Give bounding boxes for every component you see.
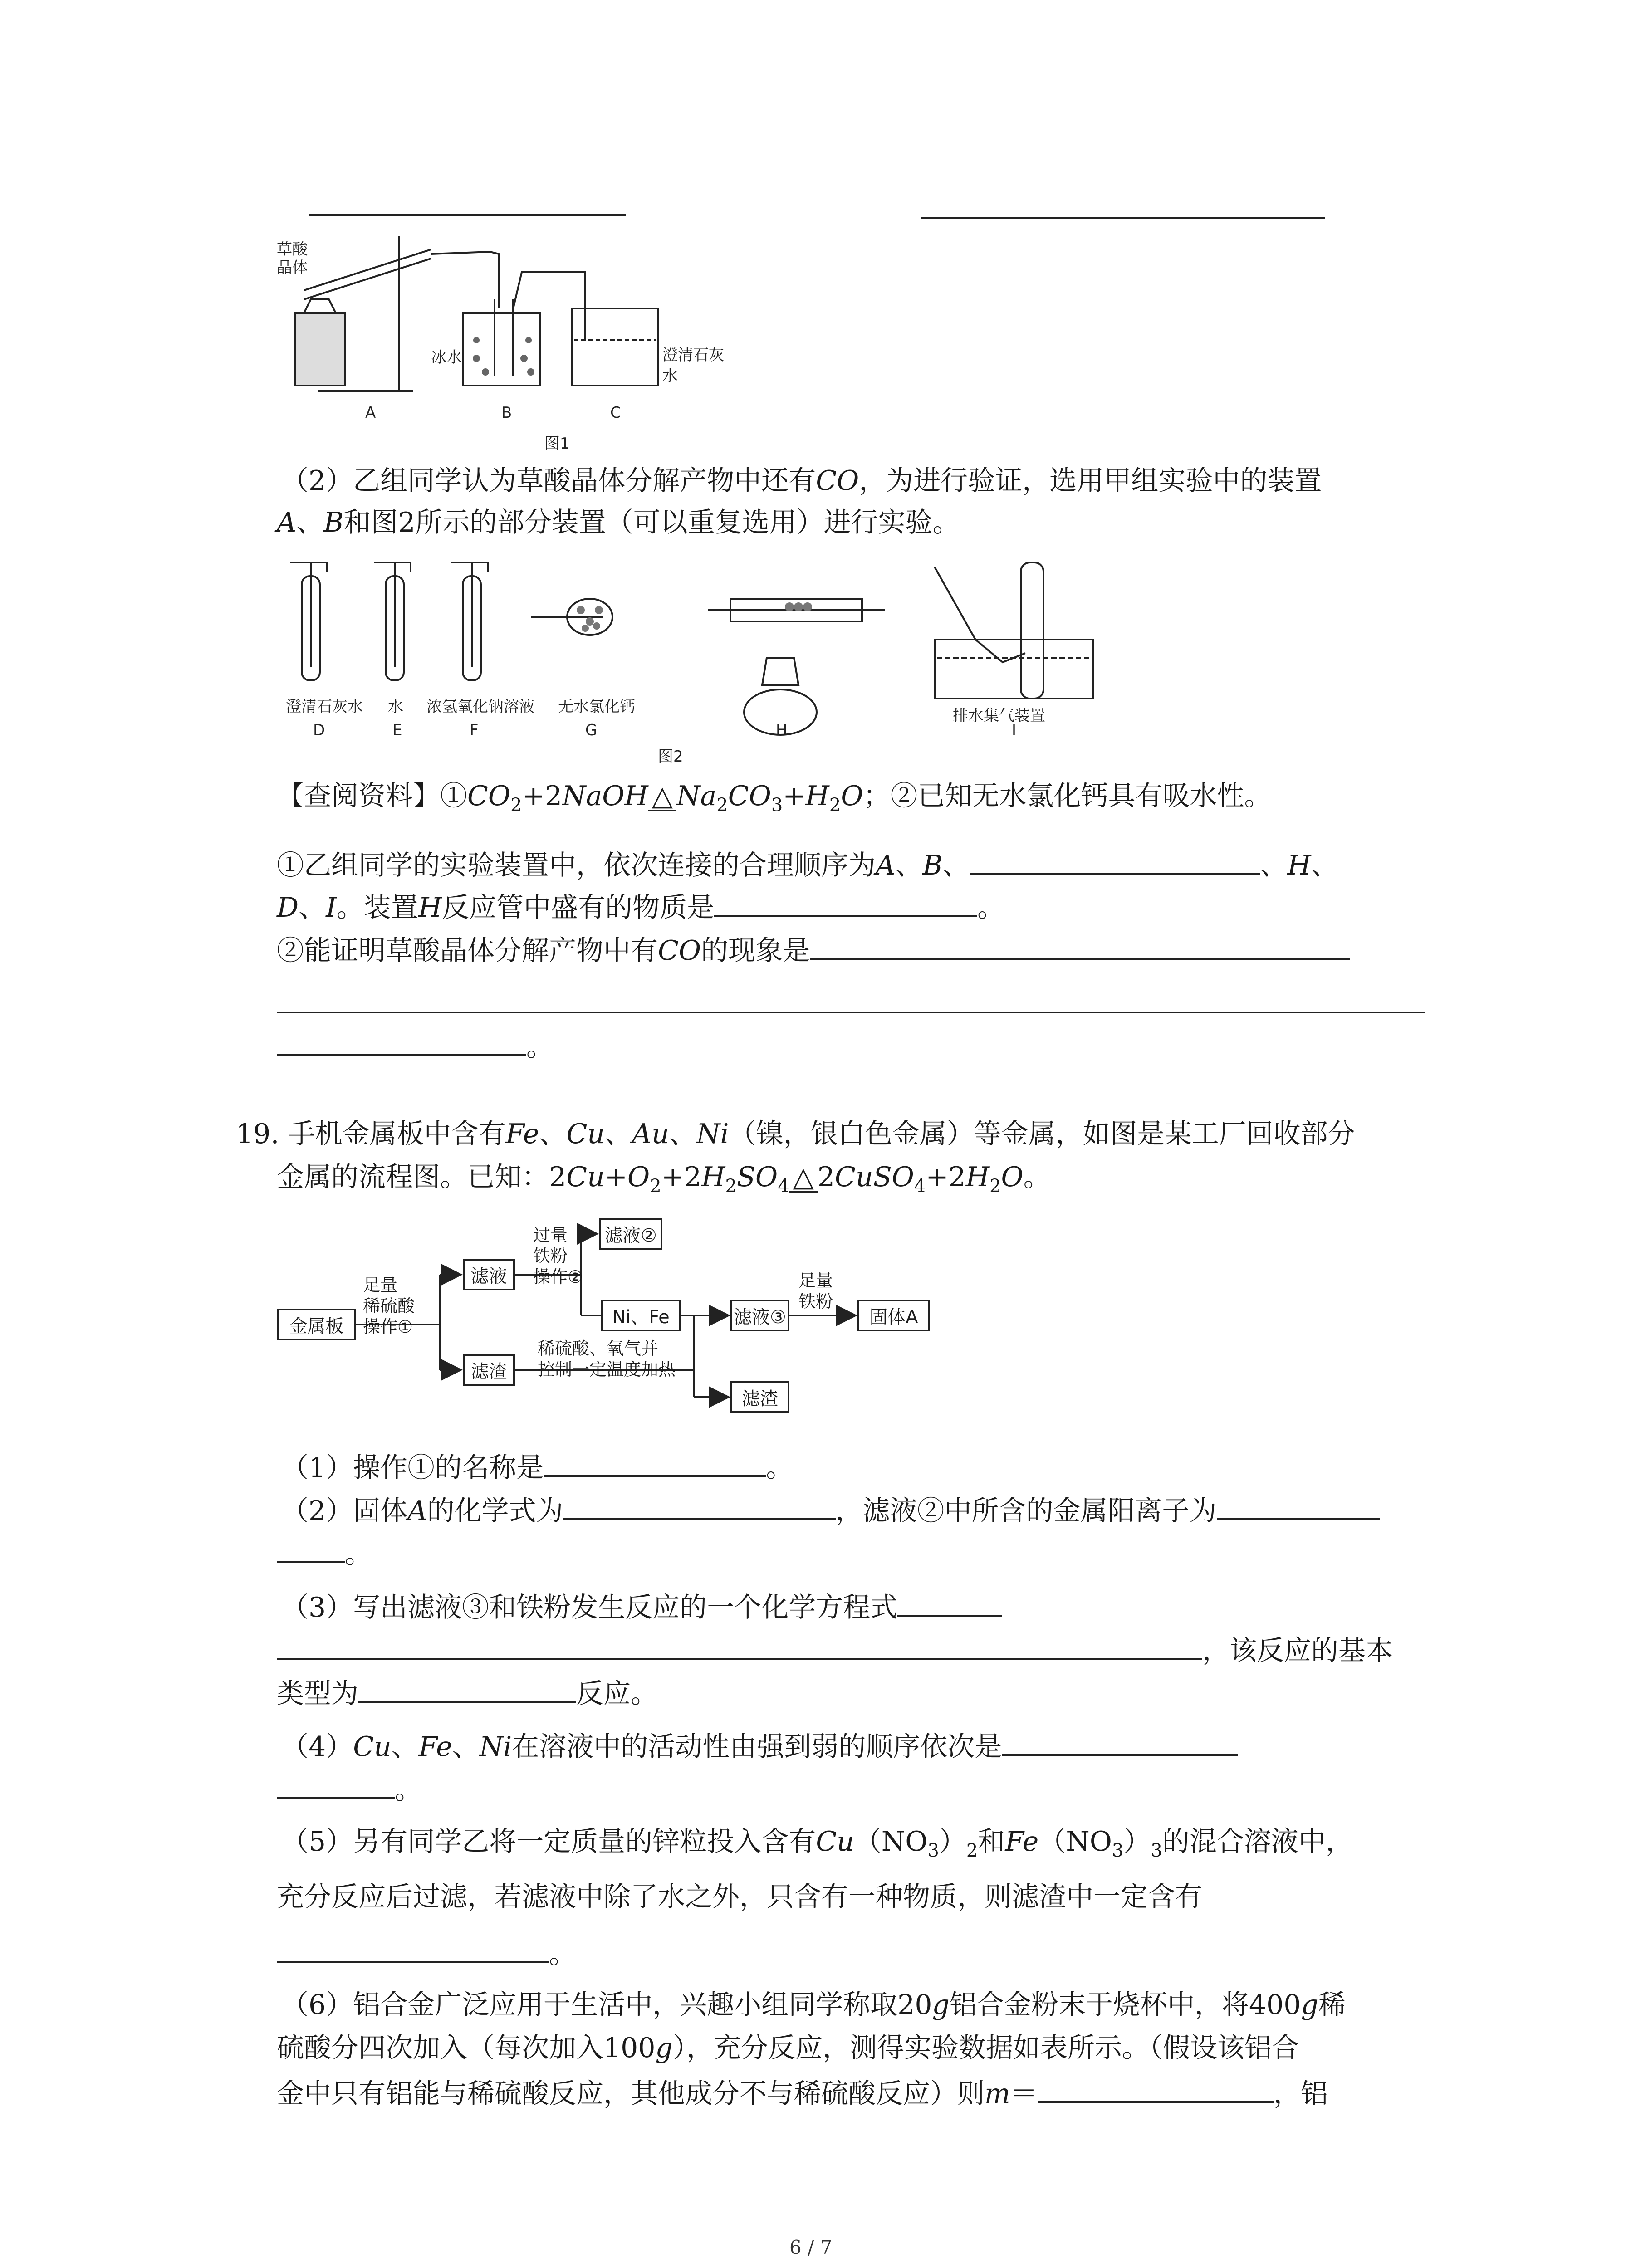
q2-1-line-1: ①乙组同学的实验装置中，依次连接的合理顺序为A、B、 、H、 — [277, 845, 1338, 884]
sub-q6-line-1: （6）铝合金广泛应用于生活中，兴趣小组同学称取20g铝合金粉末于烧杯中，将400g稀 — [281, 1989, 1346, 2021]
label-G: G — [585, 721, 598, 739]
apparatus-diagram-2 — [277, 549, 1116, 771]
answer-blank[interactable] — [309, 214, 626, 216]
label-H: H — [776, 721, 788, 739]
q19-line-2: 金属的流程图。已知：$2Cu+O_2+2H_2SO_4$ △ $2CuSO_4+2H_2O$。 — [277, 1161, 1051, 1197]
label-D: D — [313, 721, 325, 739]
label-I: I — [1012, 721, 1017, 739]
sub-q2-line-2: 。 — [277, 1533, 372, 1572]
flow-filtrate-2: 滤液② — [599, 1218, 662, 1250]
sub-q3-line-1: （3）写出滤液③和铁粉发生反应的一个化学方程式 — [281, 1587, 1002, 1626]
label-A: A — [365, 404, 376, 422]
flow-solid-A: 固体A — [857, 1300, 930, 1331]
answer-blank[interactable] — [277, 1630, 1202, 1660]
q2-1-line-2: D、I。装置H反应管中盛有的物质是 。 — [277, 887, 1004, 926]
sub-q3-line-3: 类型为 反应。 — [277, 1673, 658, 1712]
answer-blank[interactable] — [277, 1026, 526, 1056]
answer-blank[interactable] — [810, 930, 1350, 960]
sub-q5-line-2: 充分反应后过滤，若滤液中除了水之外，只含有一种物质，则滤渣中一定含有 — [277, 1881, 1202, 1913]
sub-q2-line-1: （2）固体A的化学式为 ，滤液②中所含的金属阳离子为 — [281, 1490, 1380, 1529]
answer-blank[interactable] — [277, 1533, 345, 1563]
q2-line-1: （2）乙组同学认为草酸晶体分解产物中还有CO，为进行验证，选用甲组实验中的装置 — [281, 465, 1322, 497]
flow-filtrate: 滤液 — [463, 1259, 515, 1290]
sub-q5-line-3: 。 — [277, 1933, 576, 1972]
label-D-desc: 澄清石灰水 — [286, 698, 363, 716]
answer-blank[interactable] — [970, 845, 1260, 875]
label-G-desc: 无水氯化钙 — [558, 698, 635, 716]
label-C: C — [610, 404, 621, 422]
flow-metal-board: 金属板 — [277, 1309, 356, 1340]
sub-q6-line-2: 硫酸分四次加入（每次加入100g），充分反应，测得实验数据如表所示。（假设该铝合 — [277, 2032, 1299, 2064]
flow-residue: 滤渣 — [463, 1354, 515, 1386]
fig2-caption: 图2 — [658, 748, 683, 766]
flow-iron-sufficient: 足量 铁粉 — [798, 1271, 833, 1311]
answer-blank[interactable] — [897, 1587, 1002, 1617]
answer-blank[interactable] — [921, 217, 1325, 219]
reference-info: 【查阅资料】$①CO_2+2NaOH$ △ $Na_2CO_3+H_2O$；②已知无水氯化钙具有吸水性。 — [277, 780, 1272, 816]
label-F: F — [470, 721, 479, 739]
sub-q1: （1）操作①的名称是 。 — [281, 1447, 793, 1486]
page-number: 6 / 7 — [789, 2236, 833, 2258]
q19-line-1: 19. 手机金属板中含有Fe、Cu、Au、Ni（镍，银白色金属）等金属，如图是某工厂回收部分 — [236, 1118, 1355, 1150]
answer-blank[interactable] — [358, 1673, 576, 1703]
label-E: E — [392, 721, 402, 739]
flow-filtrate-3: 滤液③ — [730, 1300, 789, 1331]
flow-chart — [272, 1216, 953, 1442]
sub-q6-line-3: 金中只有铝能与稀硫酸反应，其他成分不与稀硫酸反应）则m＝ ，铝 — [277, 2073, 1328, 2112]
label-F-desc: 浓氢氧化钠溶液 — [426, 698, 534, 716]
answer-blank[interactable] — [277, 1933, 549, 1963]
answer-blank[interactable] — [714, 887, 977, 917]
sub-q4-line-2: 。 — [277, 1769, 422, 1808]
sub-q4-line-1: （4）Cu、Fe、Ni在溶液中的活动性由强到弱的顺序依次是 — [281, 1726, 1238, 1765]
q2-2-line-1: ②能证明草酸晶体分解产物中有CO的现象是 — [277, 930, 1350, 969]
answer-blank[interactable] — [563, 1490, 836, 1520]
label-E-desc: 水 — [388, 698, 403, 716]
flow-residue-2: 滤渣 — [730, 1381, 789, 1413]
q2-2-line-3: 。 — [277, 1026, 554, 1065]
fig1-caption: 图1 — [544, 435, 570, 453]
figure-1 — [277, 222, 762, 476]
sub-q3-line-2: ，该反应的基本 — [277, 1630, 1393, 1669]
answer-blank[interactable] — [1038, 2073, 1274, 2103]
figure-2 — [277, 549, 1116, 771]
label-ice-water: 冰水 — [431, 348, 462, 367]
answer-blank[interactable] — [1002, 1726, 1238, 1756]
label-oxalic-crystal: 草酸晶体 — [277, 240, 308, 277]
label-B: B — [501, 404, 512, 422]
answer-blank[interactable] — [277, 1769, 395, 1799]
answer-blank[interactable] — [277, 1012, 1425, 1013]
q2-line-2: A、B和图2所示的部分装置（可以重复选用）进行实验。 — [277, 507, 960, 538]
flow-ni-fe: Ni、Fe — [601, 1300, 681, 1331]
answer-blank[interactable] — [1217, 1490, 1380, 1520]
label-I-desc: 排水集气装置 — [953, 707, 1045, 725]
label-limewater: 澄清石灰水 — [662, 346, 724, 385]
sub-q5-line-1: （5）另有同学乙将一定质量的锌粒投入含有$Cu(NO_3)_2$和$Fe(NO_3)_3$的混合溶液中， — [281, 1826, 1353, 1861]
flow-acid-oxygen: 稀硫酸、氧气并 控制一定温度加热 — [538, 1339, 676, 1379]
flow-iron-excess: 过量 铁粉 操作② — [533, 1225, 583, 1287]
answer-blank[interactable] — [544, 1447, 766, 1477]
flow-reagent-1: 足量 稀硫酸 操作① — [363, 1275, 415, 1337]
